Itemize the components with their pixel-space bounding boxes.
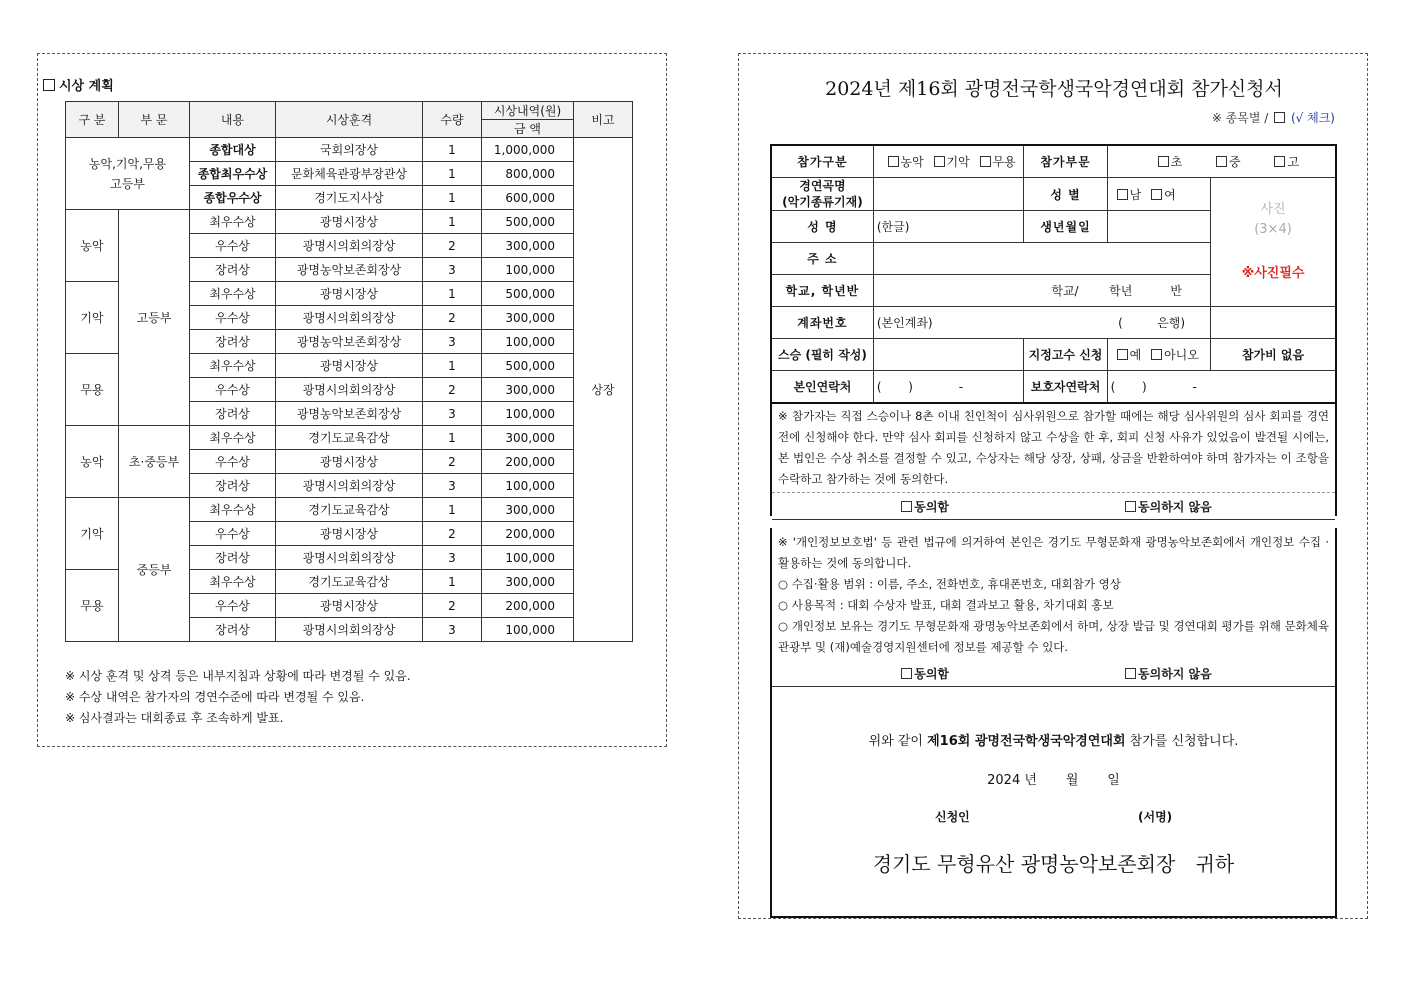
cell-content: 최우수상 [190,210,276,234]
privacy-agree[interactable] [895,665,949,682]
cell-content: 최우수상 [190,426,276,450]
cell-amount: 100,000 [482,546,574,570]
privacy-line: ○ 개인정보 보유는 경기도 무형문화재 광명농악보존회에서 하며, 상장 발급 및 경연대회 평가를 위해 문화체육관광부 및 (재)예술경영지원센터에 정보를 제공할 수 있다. [778,619,1329,654]
cell-content: 최우수상 [190,570,276,594]
cell-award: 광명시장상 [276,522,423,546]
privacy-disagree-label: 동의하지 않음 [1138,666,1212,681]
checkbox-icon [1274,112,1285,123]
privacy-line: ○ 사용목적 : 대회 수상자 발표, 대회 결과보고 활용, 차기대회 홍보 [778,598,1114,612]
privacy-notice [770,528,1337,692]
checkbox-yes[interactable] [1117,349,1128,360]
cell-qty: 1 [423,498,482,522]
cell-award: 광명시의회의장상 [276,234,423,258]
note-line: ※ 심사결과는 대회종료 후 조속하게 발표. [65,711,284,725]
header-division: 구 분 [66,102,119,138]
cell-amount: 800,000 [482,162,574,186]
cell-qty: 1 [423,426,482,450]
cell-award: 광명시장상 [276,450,423,474]
birth-input[interactable] [1107,211,1210,243]
recusal-notice [770,402,1337,516]
cell-content: 우수상 [190,378,276,402]
checkbox-muyong[interactable] [980,156,991,167]
apply-event-name: 제16회 광명전국학생국악경연대회 [927,734,1126,749]
cell-content: 장려상 [190,402,276,426]
checkbox-high[interactable] [1274,156,1285,167]
signature-field[interactable]: (서명) [1138,810,1173,824]
group-overall-line2: 고등부 [110,176,145,191]
account-input[interactable] [873,307,1210,339]
checkbox-giak[interactable] [934,156,945,167]
cell-qty: 3 [423,258,482,282]
label-gender: 성 별 [1024,178,1107,211]
cell-amount: 100,000 [482,330,574,354]
table-row [66,426,633,450]
table-row [66,138,633,162]
cell-amount: 100,000 [482,258,574,282]
designated-options [1107,339,1210,371]
cell-content: 최우수상 [190,354,276,378]
label-address: 주 소 [771,243,873,275]
cell-award: 광명시의회의장상 [276,474,423,498]
group-mid: 중등부 [119,498,190,642]
cell-content: 우수상 [190,306,276,330]
option-elementary: 초 [1170,155,1183,169]
cell-amount: 300,000 [482,498,574,522]
privacy-text [772,528,1335,656]
label-designated: 지정고수 신청 [1024,339,1107,371]
apply-suffix: 참가를 신청합니다. [1129,734,1239,749]
checkbox-nongak[interactable] [888,156,899,167]
checkbox-icon [901,501,912,512]
cell-qty: 2 [423,378,482,402]
group-nongak: 농악 [66,210,119,282]
cell-amount: 200,000 [482,450,574,474]
option-nongak: 농악 [900,155,924,169]
award-plan-title-text: 시상 계획 [59,79,114,94]
label-name: 성 명 [771,211,873,243]
group-nongak-elem: 농악 [66,426,119,498]
label-teacher: 스승 (필히 작성) [771,339,873,371]
division-options [1107,145,1336,178]
cell-qty: 1 [423,570,482,594]
cell-content: 장려상 [190,546,276,570]
group-muyong-mid: 무용 [66,570,119,642]
apply-prefix: 위와 같이 [868,734,923,749]
label-division: 참가부문 [1024,145,1107,178]
photo-required: ※사진필수 [1241,266,1305,281]
privacy-agree-label: 동의함 [914,666,950,681]
label-piece-line1: 경연곡명 [799,179,846,193]
application-form-panel [738,53,1368,919]
recusal-agree[interactable] [895,498,949,515]
option-middle: 중 [1229,155,1241,169]
cell-qty: 3 [423,402,482,426]
cell-award: 경기도지사상 [276,186,423,210]
cell-content: 종합최우수상 [190,162,276,186]
note-line: ※ 시상 훈격 및 상격 등은 내부지침과 상황에 따라 변경될 수 있음. [65,669,411,683]
piece-input[interactable] [873,178,1024,211]
cell-award: 문화체육관광부장관상 [276,162,423,186]
cell-amount: 300,000 [482,570,574,594]
cell-qty: 2 [423,450,482,474]
label-piece [771,178,873,211]
cell-qty: 2 [423,306,482,330]
cell-amount: 300,000 [482,426,574,450]
application-table [770,144,1337,404]
cell-award: 광명시장상 [276,210,423,234]
cell-qty: 1 [423,282,482,306]
option-no: 아니오 [1164,348,1199,362]
cell-award: 국회의장상 [276,138,423,162]
applicant-row [772,808,1335,826]
option-female: 여 [1164,187,1176,202]
label-guardian: 보호자연락처 [1024,371,1107,404]
award-notes [65,666,411,729]
header-category: 부 문 [119,102,190,138]
cell-qty: 1 [423,354,482,378]
cell-amount: 300,000 [482,234,574,258]
group-elem-mid: 초·중등부 [119,426,190,498]
group-overall-line1: 농악,기악,무용 [88,156,167,171]
cell-amount: 200,000 [482,594,574,618]
recusal-disagree-label: 동의하지 않음 [1138,499,1212,514]
cell-qty: 2 [423,522,482,546]
header-prize: 시상내역(원) [482,102,574,120]
teacher-input[interactable] [873,339,1024,371]
group-giak-mid: 기악 [66,498,119,570]
header-qty: 수량 [423,102,482,138]
cell-note: 상장 [574,138,633,642]
cell-award: 광명농악보존회장상 [276,330,423,354]
address-input[interactable] [873,243,1210,275]
header-award-name: 시상훈격 [276,102,423,138]
cell-award: 광명시의회의장상 [276,618,423,642]
option-yes: 예 [1129,348,1142,362]
cell-qty: 1 [423,210,482,234]
school-input[interactable]: 학교/ 학년 반 [873,275,1210,307]
cell-amount: 100,000 [482,402,574,426]
checkbox-male[interactable] [1117,189,1128,200]
table-row [66,498,633,522]
cell-amount: 500,000 [482,354,574,378]
header-content: 내용 [190,102,276,138]
recusal-agree-row [772,492,1335,520]
cell-content: 종합우수상 [190,186,276,210]
label-category: 참가구분 [771,145,873,178]
note-line: ※ 수상 내역은 참가자의 경연수준에 따라 변경될 수 있음. [65,690,365,704]
photo-bottom-blank [1211,307,1336,339]
option-male: 남 [1129,187,1142,202]
cell-content: 장려상 [190,474,276,498]
label-account: 계좌번호 [771,307,873,339]
cell-award: 경기도교육감상 [276,426,423,450]
recusal-text: ※ 참가자는 직접 스승이나 8촌 이내 친인척이 심사위원으로 참가할 때에는 해당 심사위원의 심사 회피를 경연 전에 신청해야 한다. 만약 심사 회피를 신청하지 않고 수상을 한 후, 회피 신청 사유가 있었음이 발견될 시에는, 본 법인은 수상 취소를 결정할 수 있고, 수상자는 해당 상장, 상패, 상금을 반환하여야 하며 참가자는 이 조항을 수락하고 참가하는 것에 동의한다. [778,409,1329,486]
account-hint-left: (본인계좌) [876,316,933,330]
cell-amount: 1,000,000 [482,138,574,162]
cell-amount: 500,000 [482,210,574,234]
cell-qty: 3 [423,546,482,570]
check-note [1212,109,1335,126]
label-piece-line2: (악기종류기재) [782,195,863,209]
cell-content: 종합대상 [190,138,276,162]
group-overall [66,138,190,210]
cell-award: 광명시의회의장상 [276,306,423,330]
group-high: 고등부 [119,210,190,426]
cell-content: 장려상 [190,618,276,642]
cell-content: 우수상 [190,594,276,618]
award-table [65,101,633,642]
cell-award: 경기도교육감상 [276,570,423,594]
cell-amount: 500,000 [482,282,574,306]
cell-amount: 300,000 [482,378,574,402]
header-amount: 금 액 [482,120,574,138]
recipient [772,848,1335,877]
name-input[interactable]: (한글) [873,211,1024,243]
recusal-disagree[interactable] [1119,498,1212,515]
cell-award: 광명시의회의장상 [276,378,423,402]
account-hint-right: ( 은행) [1118,316,1186,330]
checkbox-no[interactable] [1151,349,1162,360]
checkbox-elementary[interactable] [1158,156,1169,167]
cell-qty: 3 [423,330,482,354]
privacy-line: ※ '개인정보보호법' 등 관련 법규에 의거하여 본인은 경기도 무형문화재 광명농악보존회에서 개인정보 수집 · 활용하는 것에 동의합니다. [778,535,1329,570]
cell-amount: 200,000 [482,522,574,546]
privacy-line: ○ 수집·활용 범위 : 이름, 주소, 전화번호, 휴대폰번호, 대회참가 영상 [778,577,1121,591]
recusal-agree-label: 동의함 [914,499,950,514]
apply-statement [772,730,1335,749]
applicant-label: 신청인 [935,810,970,824]
cell-award: 광명시장상 [276,594,423,618]
cell-content: 장려상 [190,330,276,354]
cell-qty: 1 [423,162,482,186]
option-muyong: 무용 [992,155,1016,169]
checkbox-female[interactable] [1151,189,1162,200]
fee-none: 참가비 없음 [1211,339,1336,371]
cell-content: 최우수상 [190,498,276,522]
checkbox-icon [43,79,55,91]
award-plan-title [43,75,114,94]
cell-qty: 2 [423,594,482,618]
checkbox-icon [901,668,912,679]
cell-content: 우수상 [190,522,276,546]
award-plan-panel [37,53,667,747]
cell-award: 광명시의회의장상 [276,546,423,570]
privacy-agree-row [772,660,1335,687]
cell-award: 경기도교육감상 [276,498,423,522]
header-note: 비고 [574,102,633,138]
contact-input[interactable]: ( ) - [873,371,1024,404]
privacy-disagree[interactable] [1119,665,1212,682]
cell-content: 우수상 [190,450,276,474]
label-school: 학교, 학년반 [771,275,873,307]
group-giak: 기악 [66,282,119,354]
cell-award: 광명농악보존회장상 [276,402,423,426]
cell-award: 광명농악보존회장상 [276,258,423,282]
guardian-input[interactable]: ( ) - [1107,371,1336,404]
cell-amount: 100,000 [482,618,574,642]
photo-label: 사진 [1260,202,1286,217]
cell-award: 광명시장상 [276,354,423,378]
check-note-suffix: (√ 체크) [1290,111,1335,125]
signature-area [770,692,1337,918]
cell-content: 최우수상 [190,282,276,306]
cell-amount: 100,000 [482,474,574,498]
option-giak: 기악 [946,155,970,169]
label-birth: 생년월일 [1024,211,1107,243]
option-high: 고 [1287,155,1300,169]
check-note-prefix: ※ 종목별 / [1211,111,1269,125]
cell-qty: 1 [423,186,482,210]
cell-amount: 600,000 [482,186,574,210]
cell-qty: 2 [423,234,482,258]
photo-size: (3×4) [1254,222,1292,237]
cell-content: 장려상 [190,258,276,282]
checkbox-icon [1125,668,1136,679]
apply-date[interactable]: 2024 년 월 일 [987,773,1120,788]
table-row [66,210,633,234]
recipient-name: 경기도 무형유산 광명농악보존회장 [872,852,1176,876]
cell-amount: 300,000 [482,306,574,330]
cell-qty: 1 [423,138,482,162]
label-contact: 본인연락처 [771,371,873,404]
checkbox-middle[interactable] [1216,156,1227,167]
cell-qty: 3 [423,474,482,498]
cell-award: 광명시장상 [276,282,423,306]
group-muyong: 무용 [66,354,119,426]
category-options [873,145,1024,178]
gender-options [1107,178,1210,211]
recipient-suffix: 귀하 [1195,852,1235,876]
photo-box[interactable] [1211,178,1336,307]
cell-qty: 3 [423,618,482,642]
checkbox-icon [1125,501,1136,512]
cell-content: 우수상 [190,234,276,258]
form-title: 2024년 제16회 광명전국학생국악경연대회 참가신청서 [825,78,1283,100]
